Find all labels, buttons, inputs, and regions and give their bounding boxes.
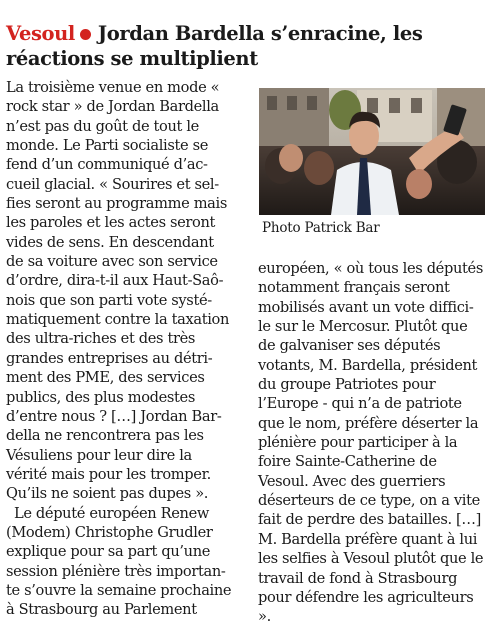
section-kicker: Vesoul [6, 22, 75, 46]
article-column-right [258, 259, 484, 627]
bullet-dot-icon [80, 29, 91, 40]
article-title: Jordan Bardella s’enracine, les réactions se multiplient [6, 22, 423, 71]
article-column-left [6, 78, 248, 620]
paragraph-2-continued: européen, « où tous les députés notamment français seront mobilisés avant un vote diffici- le sur le Mercosur. Plutôt que de galvaniser ses députés votants, M. Bardella, président du groupe Patriotes pour l’Europe - qui n’a de patriote que le nom, préfère déserter la plénière pour participer à la foire Sainte-Catherine de Vesoul. Avec des guerriers déserteurs de ce type, on a vite fait de perdre des batailles. […] M. Bardella préfère quant à lui les selfies à Vesoul plutôt que le travail de fond à Strasbourg pour défendre les agriculteurs ». [258, 260, 484, 626]
paragraph-2: Le député européen Renew (Modem) Christophe Grudler explique pour sa part qu’une session plénière très importan- te s’ouvre la semaine prochaine à Strasbourg au Parlement [6, 504, 232, 619]
headline [6, 21, 482, 71]
photo-caption: Photo Patrick Bar [262, 220, 380, 236]
article-photo [259, 88, 485, 215]
paragraph-1: La troisième venue en mode « rock star » de Jordan Bardella n’est pas du goût de tout le monde. Le Parti socialiste se fend d’un communiqué d’ac- cueil glacial. « Sourires et sel- fies seront au programme mais les paroles et les actes seront vides de sens. En descendant de sa voiture avec son service d’ordre, dira-t-il aux Haut-Saô- nois que son parti vote systé- matiquement contre la taxation des ultra-riches et des très grandes entreprises au détri- ment des PME, des services publics, des plus modestes d’entre nous ? […] Jordan Bar- della ne rencontrera pas les Vésuliens pour leur dire la vérité mais pour les tromper. Qu’ils ne soient pas dupes ». [6, 79, 230, 503]
